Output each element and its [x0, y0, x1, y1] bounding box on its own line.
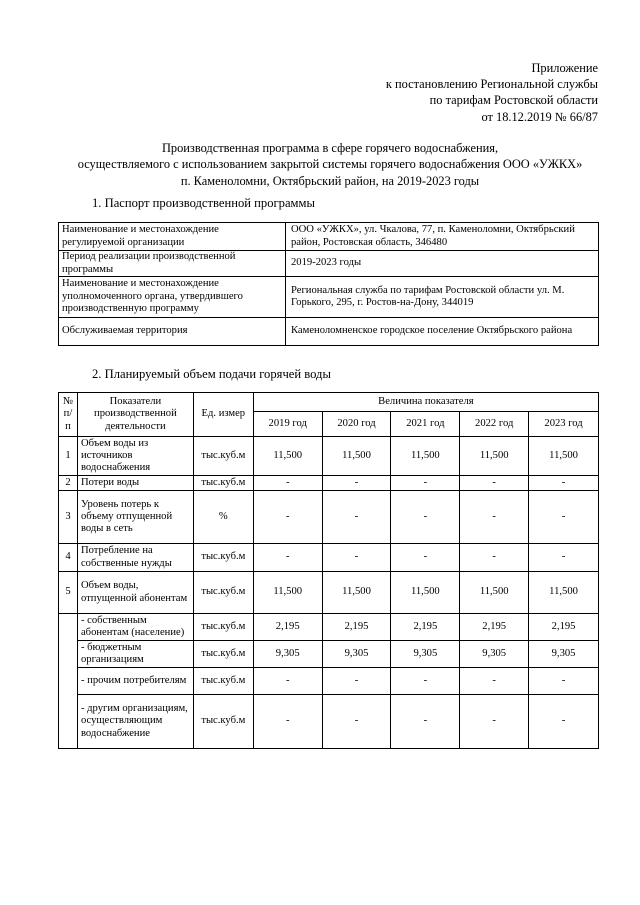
appendix-block	[386, 60, 598, 125]
row-value: 11,500	[460, 572, 529, 614]
subrow-value: 2,195	[391, 614, 460, 641]
subrow-value: -	[529, 668, 599, 695]
row-value: 11,500	[322, 437, 391, 476]
document-title	[40, 140, 620, 189]
appendix-line: Приложение	[531, 61, 598, 75]
table-row	[59, 476, 599, 491]
section-2-heading: 2. Планируемый объем подачи горячей воды	[92, 367, 331, 381]
title-line: п. Каменоломни, Октябрьский район, на 2019-2023 годы	[180, 173, 480, 188]
passport-label: Наименование и местонахождение регулируемой организации	[59, 223, 286, 251]
passport-label: Обслуживаемая территория	[59, 318, 286, 346]
row-value: 11,500	[391, 437, 460, 476]
subrow-value: -	[391, 695, 460, 749]
row-indicator: Потребление на собственные нужды	[77, 544, 193, 572]
col-header-num: № п/п	[59, 393, 78, 437]
appendix-line: к постановлению Региональной службы	[385, 77, 598, 92]
subrow-indicator: - прочим потребителям	[77, 668, 193, 695]
row-num: 5	[59, 572, 78, 614]
row-value: -	[529, 544, 599, 572]
passport-table	[58, 222, 599, 346]
subrow-indicator: - другим организациям, осуществляющим водоснабжение	[77, 695, 193, 749]
subrow-value: -	[391, 668, 460, 695]
col-header-year: 2020 год	[322, 412, 391, 437]
row-value: -	[253, 544, 322, 572]
row-value: -	[529, 491, 599, 544]
row-value: -	[460, 491, 529, 544]
passport-value: Региональная служба по тарифам Ростовской области ул. М. Горького, 295, г. Ростов-на-Дону, 344019	[286, 277, 599, 318]
col-header-unit: Ед. измер	[193, 393, 253, 437]
row-value: -	[322, 544, 391, 572]
row-value: 11,500	[253, 572, 322, 614]
subrow-value: 9,305	[253, 641, 322, 668]
subrow-unit: тыс.куб.м	[193, 614, 253, 641]
volume-table	[58, 392, 599, 749]
passport-label: Наименование и местонахождение уполномоченного органа, утвердившего производственную программу	[59, 277, 286, 318]
subrow-value: -	[253, 668, 322, 695]
subrow-value: 2,195	[322, 614, 391, 641]
passport-row	[59, 318, 599, 346]
row-num: 2	[59, 476, 78, 491]
col-header-year: 2023 год	[529, 412, 599, 437]
title-line: Производственная программа в сфере горячего водоснабжения,	[161, 141, 499, 155]
row-value: -	[460, 476, 529, 491]
row-value: -	[253, 476, 322, 491]
row-value: -	[529, 476, 599, 491]
subrow-unit: тыс.куб.м	[193, 668, 253, 695]
row-num: 3	[59, 491, 78, 544]
passport-value: 2019-2023 годы	[286, 251, 599, 277]
col-header-value: Величина показателя	[253, 393, 598, 412]
subrow-value: -	[529, 695, 599, 749]
table-row	[59, 437, 599, 476]
row-value: -	[322, 476, 391, 491]
subrow-indicator: - собственным абонентам (население)	[77, 614, 193, 641]
header-row	[59, 393, 599, 412]
row-value: 11,500	[460, 437, 529, 476]
col-header-indicator: Показатели производственной деятельности	[77, 393, 193, 437]
table-subrow	[59, 695, 599, 749]
row-unit: тыс.куб.м	[193, 476, 253, 491]
row-value: 11,500	[529, 437, 599, 476]
row-unit: тыс.куб.м	[193, 544, 253, 572]
subrow-value: 9,305	[460, 641, 529, 668]
row-value: -	[391, 544, 460, 572]
subrow-value: 9,305	[391, 641, 460, 668]
col-header-year: 2019 год	[253, 412, 322, 437]
col-header-year: 2022 год	[460, 412, 529, 437]
row-unit: тыс.куб.м	[193, 572, 253, 614]
passport-row	[59, 223, 599, 251]
subrow-value: -	[460, 695, 529, 749]
subrow-value: 2,195	[460, 614, 529, 641]
subrow-indicator: - бюджетным организациям	[77, 641, 193, 668]
subrow-value: 2,195	[529, 614, 599, 641]
subrow-unit: тыс.куб.м	[193, 641, 253, 668]
subrow-value: -	[322, 668, 391, 695]
row-value: -	[391, 491, 460, 544]
subrow-value: -	[253, 695, 322, 749]
passport-row	[59, 277, 599, 318]
table-row	[59, 572, 599, 614]
row-value: 11,500	[322, 572, 391, 614]
appendix-line: по тарифам Ростовской области	[429, 93, 598, 108]
section-1-heading: 1. Паспорт производственной программы	[92, 196, 315, 210]
row-value: 11,500	[529, 572, 599, 614]
row-value: -	[391, 476, 460, 491]
row-indicator: Потери воды	[77, 476, 193, 491]
row-unit: тыс.куб.м	[193, 437, 253, 476]
row-indicator: Уровень потерь к объему отпущенной воды в сеть	[77, 491, 193, 544]
title-line: осуществляемого с использованием закрытой системы горячего водоснабжения ООО «УЖКХ»	[77, 157, 583, 172]
row-value: -	[460, 544, 529, 572]
row-value: 11,500	[391, 572, 460, 614]
passport-value: ООО «УЖКХ», ул. Чкалова, 77, п. Каменоломни, Октябрьский район, Ростовская область, 346480	[286, 223, 599, 251]
passport-label: Период реализации производственной программы	[59, 251, 286, 277]
table-subrow	[59, 614, 599, 641]
table-subrow	[59, 668, 599, 695]
passport-value: Каменоломненское городское поселение Октябрьского района	[286, 318, 599, 346]
subrow-value: 9,305	[322, 641, 391, 668]
row-value: -	[253, 491, 322, 544]
row-value: -	[322, 491, 391, 544]
subrow-unit: тыс.куб.м	[193, 695, 253, 749]
subrow-value: 9,305	[529, 641, 599, 668]
subrow-value: 2,195	[253, 614, 322, 641]
subrow-value: -	[460, 668, 529, 695]
row-indicator: Объем воды, отпущенной абонентам	[77, 572, 193, 614]
col-header-year: 2021 год	[391, 412, 460, 437]
row-num: 1	[59, 437, 78, 476]
row-value: 11,500	[253, 437, 322, 476]
appendix-line: от 18.12.2019 № 66/87	[481, 109, 598, 124]
table-row	[59, 544, 599, 572]
row-indicator: Объем воды из источников водоснабжения	[77, 437, 193, 476]
row-num: 4	[59, 544, 78, 572]
subrow-value: -	[322, 695, 391, 749]
table-row	[59, 491, 599, 544]
row-unit: %	[193, 491, 253, 544]
subrow-num-empty	[59, 614, 78, 749]
table-subrow	[59, 641, 599, 668]
passport-row	[59, 251, 599, 277]
